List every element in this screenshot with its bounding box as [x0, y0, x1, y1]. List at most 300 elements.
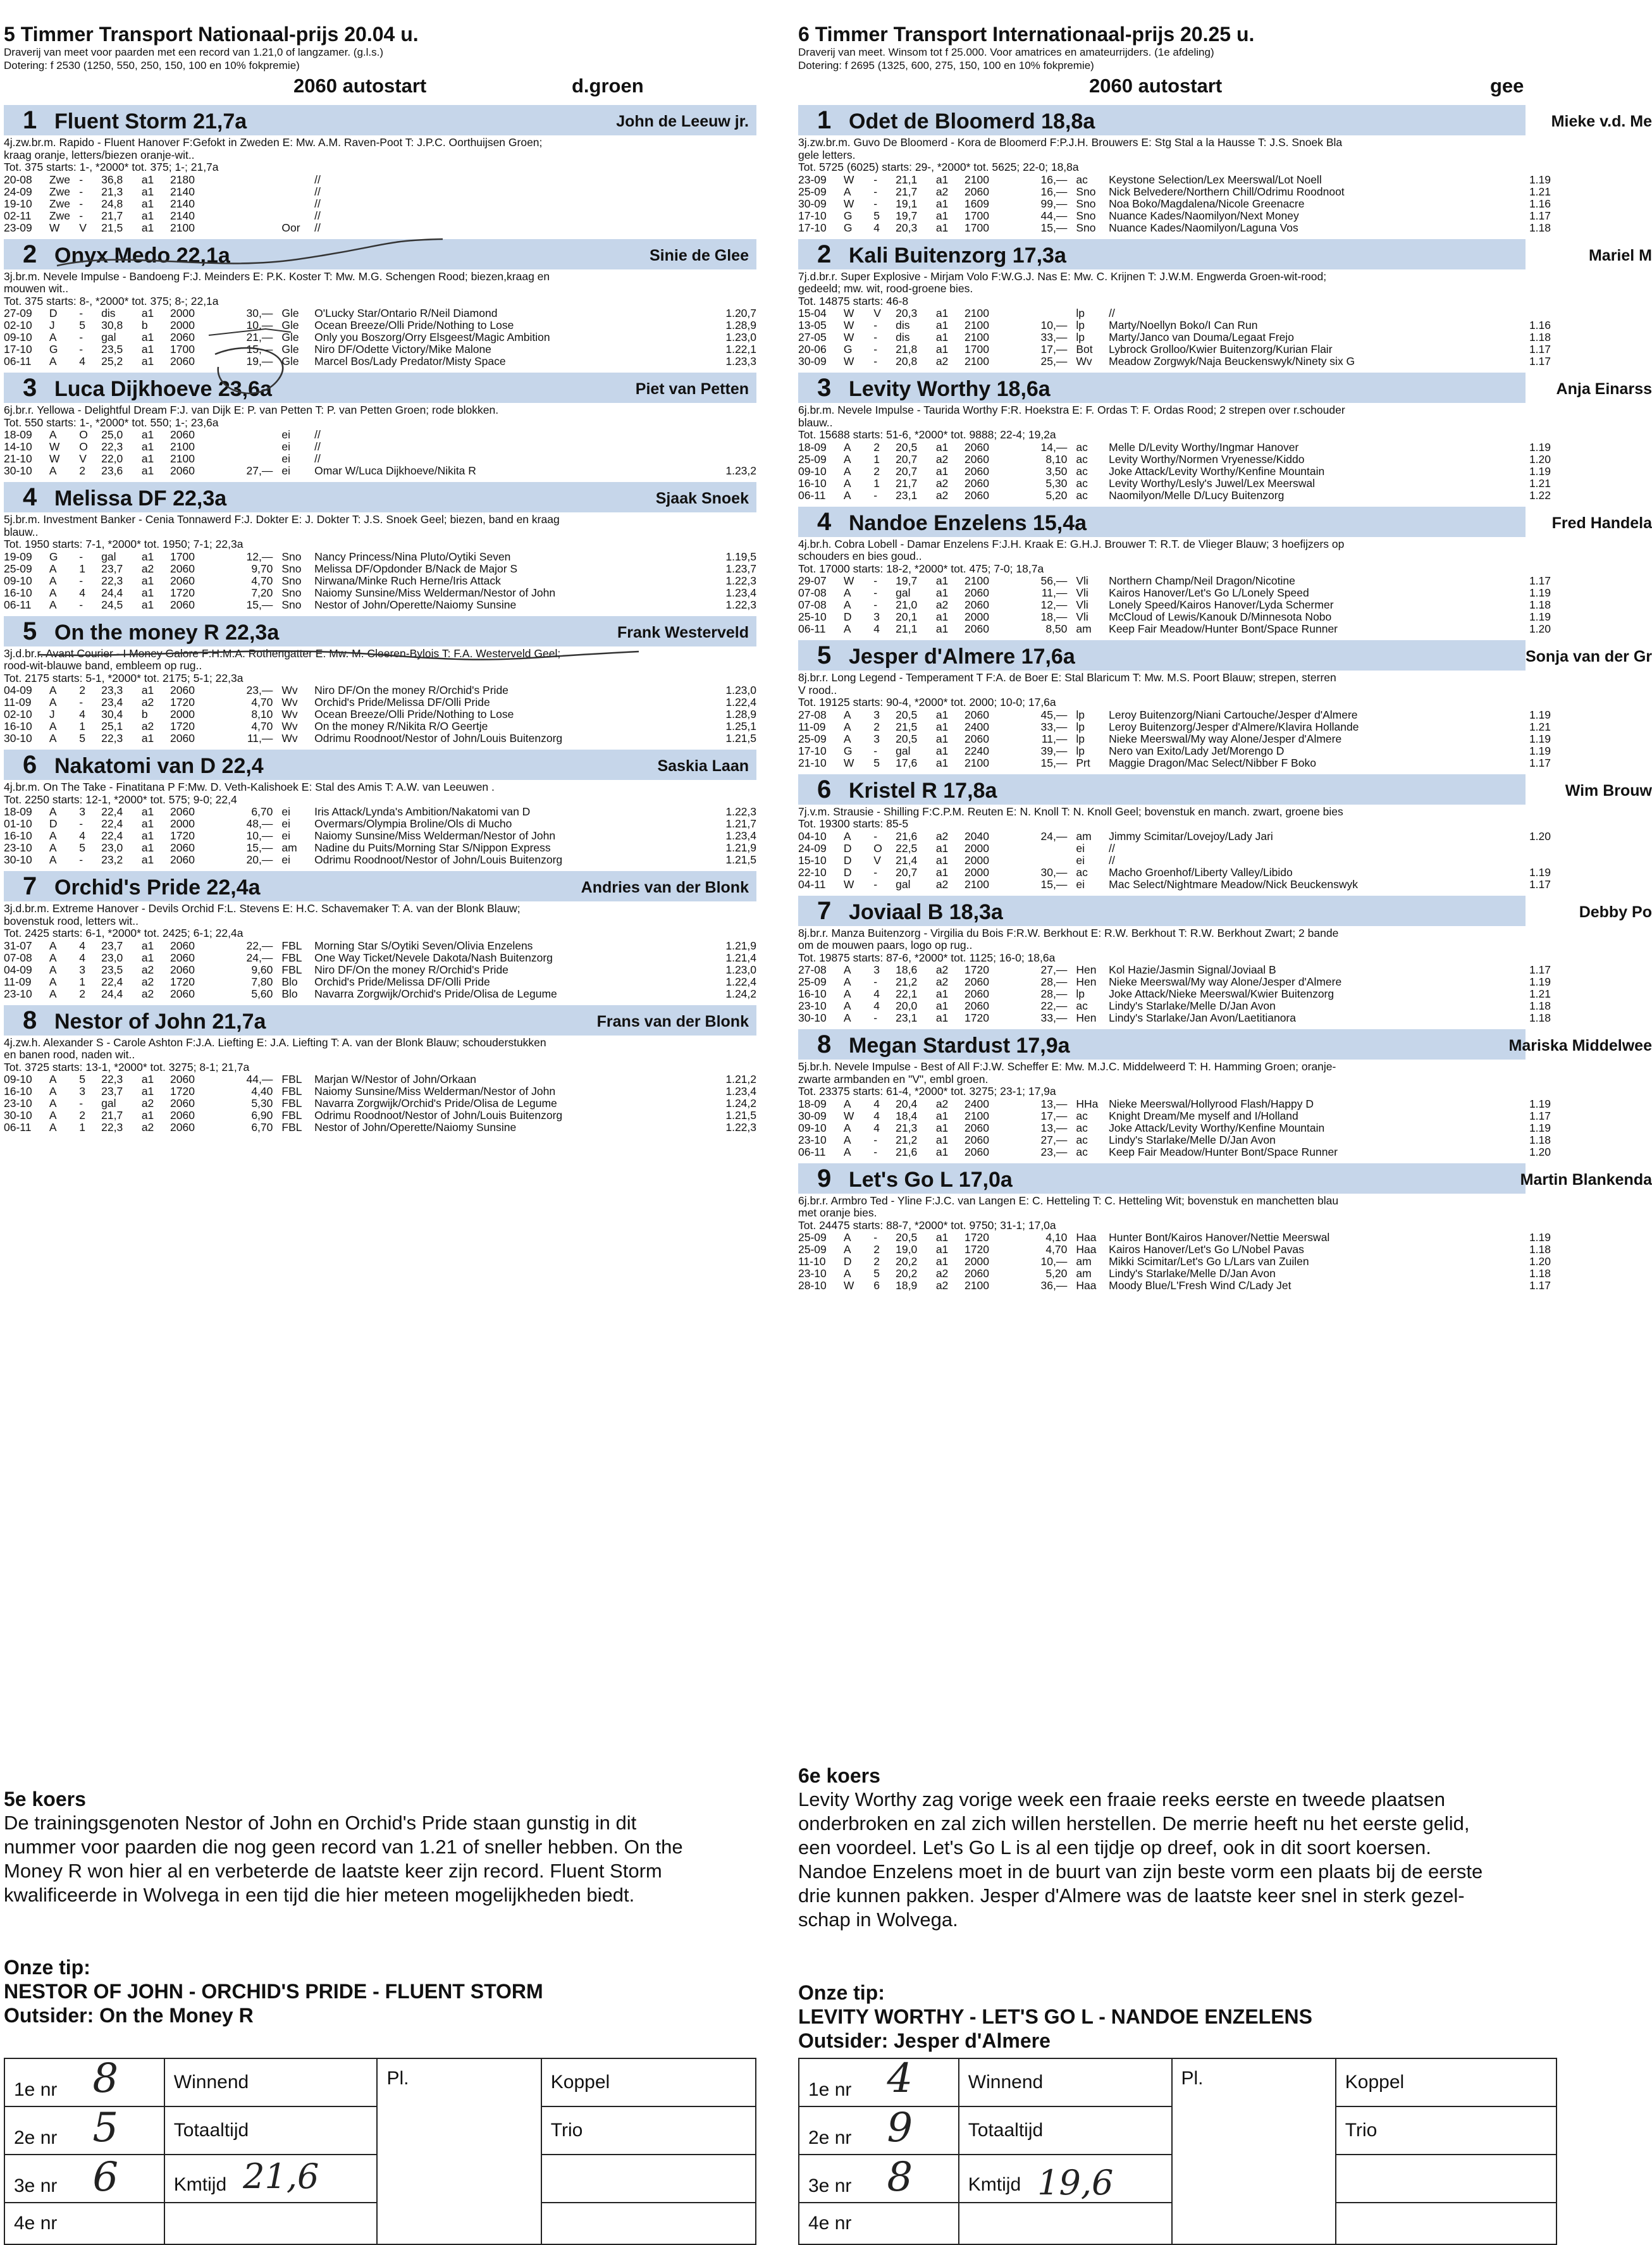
- race-history-cell: a1: [141, 817, 154, 830]
- race-history-cell: 5: [873, 209, 880, 222]
- horse-pedigree: met oranje bies.: [798, 1206, 877, 1219]
- race-history-cell: 1.18: [1529, 999, 1551, 1012]
- race-history-cell: a1: [935, 1231, 949, 1244]
- race-history-table: [798, 442, 1551, 502]
- race-history-cell: 44,—: [1040, 209, 1068, 222]
- race-history-cell: 2000: [170, 319, 195, 331]
- horse-pedigree: schouders en bies goud..: [798, 550, 922, 562]
- slip-cell-kmtijd[interactable]: Kmtijd 21,6: [164, 2155, 378, 2203]
- race-history-cell: dis: [896, 319, 910, 331]
- race-history-cell: Odrimu Roodnoot/Nestor of John/Louis Buitenzorg: [314, 1109, 563, 1122]
- race-history-cell: 33,—: [1040, 720, 1068, 733]
- race-history-cell: A: [49, 732, 57, 745]
- race-history-cell: a2: [935, 476, 949, 490]
- race-history-cell: 23,5: [101, 343, 123, 356]
- race-history-cell: 1.17: [1529, 209, 1551, 222]
- race-history-cell: Nieke Meerswal/Hollyrood Flash/Happy D: [1109, 1097, 1314, 1110]
- race-history-cell: 23-10: [4, 987, 32, 1000]
- race-history-cell: 21,6: [896, 1145, 918, 1158]
- race-history-cell: 2060: [965, 1133, 989, 1146]
- horse-name: Kali Buitenzorg 17,3a: [849, 243, 1066, 268]
- race-history-cell: A: [49, 586, 57, 599]
- race-history-cell: -: [873, 598, 878, 611]
- race-history-cell: W: [843, 1109, 854, 1122]
- race-history-cell: 21,7: [896, 185, 918, 198]
- race-history-cell: -: [873, 975, 878, 988]
- race-history-cell: 21,8: [896, 343, 918, 356]
- driver-name: Sinie de Glee: [649, 246, 749, 264]
- horse-pedigree: zwarte armbanden en "V", embl groen.: [798, 1072, 989, 1085]
- race-history-cell: J: [49, 708, 55, 721]
- race-history-cell: 06-11: [798, 1145, 826, 1158]
- race-history-cell: A: [843, 720, 851, 733]
- race-history-cell: A: [843, 185, 851, 198]
- horse-number: 9: [817, 1164, 832, 1192]
- race-history-cell: 25-09: [798, 1231, 827, 1244]
- slip-cell-empty[interactable]: [1336, 2203, 1556, 2244]
- race-history-cell: gal: [896, 744, 911, 757]
- commentary-line: Nandoe Enzelens moet in de buurt van zijn beste vorm een plaats bij de eerste: [798, 1860, 1483, 1883]
- horse-name: Onyx Medo 22,1a: [54, 243, 230, 268]
- race-history-cell: 20,—: [246, 853, 273, 866]
- horse-entry[interactable]: [4, 373, 756, 477]
- race-history-cell: 2000: [965, 865, 989, 879]
- race-history-cell: Oor: [281, 221, 300, 234]
- race-history-cell: a2: [141, 963, 154, 976]
- driver-name: Frank Westerveld: [617, 623, 749, 641]
- race-history-cell: Moody Blue/L'Fresh Wind C/Lady Jet: [1109, 1279, 1291, 1292]
- race-history-cell: 06-11: [4, 355, 32, 368]
- race-history-cell: 18-09: [4, 805, 32, 818]
- race-history-row: [798, 210, 1551, 222]
- commentary-heading: 5e koers: [4, 1788, 86, 1810]
- race-history-cell: 10,—: [246, 829, 273, 842]
- race-history-cell: ac: [1076, 865, 1088, 879]
- slip-cell-empty[interactable]: [541, 2155, 756, 2203]
- race-history-cell: 1: [873, 476, 880, 490]
- race-history-cell: A: [843, 1097, 851, 1110]
- race-history-cell: a2: [935, 1267, 949, 1280]
- slip-cell-empty[interactable]: [1336, 2155, 1556, 2203]
- race-history-cell: 15-10: [798, 853, 827, 867]
- race-history-table: [798, 964, 1551, 1024]
- slip-cell-placed[interactable]: Pl.: [377, 2058, 541, 2244]
- race-history-cell: 1.17: [1529, 574, 1551, 587]
- race-history-cell: A: [49, 841, 57, 854]
- horse-stats: Tot. 19300 starts: 85-5: [798, 817, 909, 830]
- horse-entry[interactable]: [798, 774, 1652, 891]
- race-history-cell: 16-10: [798, 987, 827, 1000]
- race-history-cell: 1.17: [1529, 1109, 1551, 1122]
- race-history-cell: Hunter Bont/Kairos Hanover/Nettie Meerswal: [1109, 1231, 1330, 1244]
- race-history-cell: Sno: [1076, 185, 1096, 198]
- race-history-cell: Marty/Noellyn Boko/I Can Run: [1109, 319, 1258, 331]
- horse-entry[interactable]: [4, 616, 756, 745]
- race-history-cell: 8,10: [1045, 452, 1068, 466]
- horse-entry[interactable]: [798, 105, 1652, 234]
- race-history-cell: a1: [141, 574, 154, 587]
- race-history-cell: 20-06: [798, 343, 827, 356]
- race-history-cell: 23,1: [896, 488, 918, 502]
- race-history-cell: Naomilyon/Melle D/Lucy Buitenzorg: [1109, 488, 1285, 502]
- race-history-cell: 1.28,9: [725, 708, 756, 721]
- race-history-cell: FBL: [281, 1085, 302, 1098]
- race-history-cell: A: [49, 951, 57, 964]
- race-history-cell: a2: [935, 185, 949, 198]
- race-history-cell: lp: [1076, 708, 1085, 721]
- race-history-cell: 2100: [170, 440, 195, 453]
- race-history-cell: Zwe: [49, 209, 70, 222]
- race-history-cell: 1.23,4: [725, 1085, 756, 1098]
- race-history-cell: 25-09: [4, 562, 32, 575]
- race-history-cell: W: [843, 877, 854, 891]
- race-history-cell: 07-08: [4, 951, 32, 964]
- horse-entry[interactable]: [4, 750, 756, 866]
- slip-cell-winnend[interactable]: Winnend: [164, 2058, 378, 2106]
- horse-entry[interactable]: [798, 239, 1652, 368]
- race-history-cell: W: [49, 221, 60, 234]
- race-history-cell: 1.21,9: [725, 939, 756, 952]
- race-history-cell: Niro DF/On the money R/Orchid's Pride: [314, 963, 509, 976]
- horse-entry[interactable]: [4, 105, 756, 234]
- race-history-cell: 2400: [965, 1097, 989, 1110]
- race-history-cell: Macho Groenhof/Liberty Valley/Libido: [1109, 865, 1293, 879]
- race-history-cell: 5: [79, 319, 85, 331]
- horse-number: 1: [817, 106, 832, 134]
- race-history-cell: 1.23,7: [725, 562, 756, 575]
- race-history-cell: 1.23,4: [725, 829, 756, 842]
- race-history-cell: [626, 222, 756, 234]
- race-history-cell: [273, 174, 314, 186]
- race-history-cell: Lindy's Starlake/Melle D/Jan Avon: [1109, 1133, 1276, 1146]
- race-history-cell: 21,6: [896, 829, 918, 843]
- race-history-cell: 2060: [965, 1145, 989, 1158]
- race-history-cell: Maggie Dragon/Mac Select/Nibber F Boko: [1109, 756, 1316, 769]
- horse-header: [798, 373, 1652, 403]
- race-history-cell: 2140: [170, 197, 195, 210]
- slip-cell-placed[interactable]: Pl.: [1172, 2058, 1336, 2244]
- race-conditions: Draverij van meet voor paarden met een record van 1.21,0 of langzamer. (g.l.s.): [4, 46, 384, 58]
- horse-pedigree: gele letters.: [798, 148, 856, 161]
- race-history-row: [4, 1085, 756, 1098]
- race-history-cell: 28-10: [798, 1279, 827, 1292]
- race-history-cell: 1.19: [1529, 1231, 1551, 1244]
- race-history-cell: Lindy's Starlake/Melle D/Jan Avon: [1109, 1267, 1276, 1280]
- race-history-cell: 45,—: [1040, 708, 1068, 721]
- horse-entry[interactable]: [798, 373, 1652, 502]
- slip-row-label: 1e nr 8: [4, 2058, 164, 2106]
- race-history-cell: 1.20: [1529, 622, 1551, 635]
- horse-number: 7: [817, 896, 832, 925]
- race-history-cell: Naiomy Sunsine/Miss Welderman/Nestor of John: [314, 829, 556, 842]
- race-history-cell: 1.19: [1529, 1121, 1551, 1134]
- commentary-line: drie kunnen pakken. Jesper d'Almere was de laatste keer snel in sterk gezel-: [798, 1884, 1465, 1907]
- race-history-cell: 1.17: [1529, 756, 1551, 769]
- race-history-cell: A: [843, 586, 851, 599]
- race-history-cell: 2060: [170, 355, 195, 368]
- slip-cell-koppel[interactable]: Koppel: [1336, 2058, 1556, 2106]
- race-history-cell: 10,—: [1040, 319, 1068, 331]
- race-history-cell: 4: [79, 939, 85, 952]
- race-history-cell: 21,5: [896, 720, 918, 733]
- race-history-row: [4, 441, 756, 453]
- race-history-cell: 1720: [965, 1243, 989, 1256]
- race-history-cell: 23,7: [101, 562, 123, 575]
- race-history-cell: lp: [1076, 732, 1085, 745]
- race-history-cell: Sno: [281, 550, 302, 563]
- horse-entry[interactable]: [798, 1029, 1652, 1158]
- race-history-cell: 11-09: [4, 975, 32, 988]
- race-history-row: [798, 843, 1551, 855]
- race-history-cell: a1: [935, 999, 949, 1012]
- horse-pedigree: 6j.br.r. Yellowa - Delightful Dream F:J. van Dijk E: P. van Petten T: P. van Petten Groen; rode blokken.: [4, 404, 499, 416]
- race-history-cell: 18-09: [798, 440, 827, 454]
- horse-pedigree: 6j.br.r. Armbro Ted - Yline F:J.C. van Langen E: C. Hetteling T: C. Hetteling Wit; bovenstuk en manchetten blau: [798, 1194, 1339, 1207]
- race-history-row: [798, 1280, 1551, 1292]
- race-history-cell: McCloud of Lewis/Kanouk D/Minnesota Nobo: [1109, 610, 1332, 623]
- race-history-cell: 22,3: [101, 1121, 123, 1134]
- race-history-cell: 8,50: [1045, 622, 1068, 635]
- race-history-cell: Leroy Buitenzorg/Jesper d'Almere/Klavira Hollande: [1109, 720, 1359, 733]
- race-history-table: [798, 831, 1551, 891]
- race-history-cell: 09-10: [798, 464, 827, 478]
- race-history-cell: A: [843, 987, 851, 1000]
- race-history-cell: a2: [141, 562, 154, 575]
- race-history-cell: 2060: [965, 185, 989, 198]
- race-history-cell: 2060: [170, 732, 195, 745]
- race-history-cell: 25,2: [101, 355, 123, 368]
- race-history-cell: 21,—: [246, 331, 273, 343]
- race-history-cell: a1: [935, 307, 949, 319]
- race-history-cell: ac: [1076, 452, 1088, 466]
- race-history-cell: Nestor of John/Operette/Naiomy Sunsine: [314, 1121, 517, 1134]
- race-history-cell: 20,7: [896, 865, 918, 879]
- race-history-cell: a1: [141, 440, 154, 453]
- race-history-cell: 2240: [965, 744, 989, 757]
- race-history-cell: 21,7: [101, 209, 123, 222]
- race-history-cell: Lindy's Starlake/Jan Avon/Laetitianora: [1109, 1011, 1296, 1024]
- race-history-cell: 22,5: [896, 841, 918, 855]
- race-history-cell: 4: [873, 999, 880, 1012]
- handwritten-number: 9: [887, 2105, 913, 2151]
- race-history-cell: Wv: [281, 720, 298, 733]
- race-history-cell: 1.22,4: [725, 696, 756, 708]
- race-history-cell: a1: [141, 550, 154, 563]
- race-history-cell: 15,—: [1040, 756, 1068, 769]
- race-history-cell: 2000: [965, 841, 989, 855]
- horse-entry[interactable]: [798, 1163, 1652, 1292]
- race-history-cell: Sno: [1076, 197, 1096, 210]
- driver-name: Saskia Laan: [657, 757, 749, 775]
- race-history-cell: 1: [79, 1121, 85, 1134]
- race-history-row: [4, 842, 756, 854]
- race-history-cell: 4: [79, 708, 85, 721]
- horse-header: [798, 507, 1652, 537]
- race-history-cell: 2000: [965, 853, 989, 867]
- handwritten-number: 8: [92, 2055, 119, 2102]
- race-history-cell: 1.19,5: [725, 550, 756, 563]
- race-history-cell: a1: [935, 720, 949, 733]
- race-history-cell: 2060: [170, 841, 195, 854]
- horse-pedigree: blauw..: [4, 525, 39, 538]
- race-history-cell: 1.16: [1529, 319, 1551, 331]
- race-history-cell: Marty/Janco van Douma/Legaat Frejo: [1109, 331, 1294, 343]
- race-history-cell: 20,1: [896, 610, 918, 623]
- race-history-cell: 2060: [965, 987, 989, 1000]
- race-history-cell: 30-10: [4, 1109, 32, 1122]
- race-history-cell: 04-09: [4, 684, 32, 696]
- race-history-cell: Orchid's Pride/Melissa DF/Olli Pride: [314, 975, 490, 988]
- race-history-cell: 36,8: [101, 173, 123, 186]
- race-history-table: [4, 1073, 756, 1134]
- race-history-cell: 25-09: [798, 732, 827, 745]
- horse-pedigree: 4j.br.m. On The Take - Finatitana P F:Mw. D. Veth-Kalishoek E: Stal des Amis T: A.W. van Leeuwen .: [4, 781, 495, 793]
- horse-entry[interactable]: [798, 640, 1652, 769]
- race-history-cell: 1.19: [1529, 744, 1551, 757]
- race-title: 6 Timmer Transport Internationaal-prijs 20.25 u.: [798, 23, 1255, 46]
- race-history-cell: a1: [935, 331, 949, 343]
- race-history-cell: 30-10: [4, 853, 32, 866]
- race-history-cell: 23,7: [101, 939, 123, 952]
- race-history-cell: ei: [281, 464, 290, 477]
- slip-cell-koppel[interactable]: Koppel: [541, 2058, 756, 2106]
- race-history-cell: Zwe: [49, 173, 70, 186]
- race-history-cell: 5,20: [1045, 488, 1068, 502]
- horse-entry[interactable]: [798, 896, 1652, 1025]
- race-history-cell: [626, 210, 756, 222]
- race-history-cell: G: [843, 209, 853, 222]
- start-type: 2060 autostart: [293, 75, 427, 97]
- slip-cell-empty[interactable]: [541, 2203, 756, 2244]
- race-history-cell: D: [49, 817, 58, 830]
- race-history-cell: -: [873, 1133, 878, 1146]
- slip-cell-totaaltijd[interactable]: Totaaltijd: [959, 2106, 1172, 2155]
- horse-entry[interactable]: [4, 1005, 756, 1134]
- race-history-row: [798, 1146, 1551, 1158]
- race-history-cell: [626, 441, 756, 453]
- race-history-cell: 5,20: [1045, 1267, 1068, 1280]
- race-history-cell: A: [49, 829, 57, 842]
- race-history-cell: 3: [79, 805, 85, 818]
- race-history-cell: //: [314, 197, 321, 210]
- race-history-cell: 20,2: [896, 1255, 918, 1268]
- race-history-cell: 1.19: [1529, 610, 1551, 623]
- race-history-cell: [1016, 843, 1067, 855]
- race-history-cell: 39,—: [1040, 744, 1068, 757]
- race-history-cell: 2180: [170, 173, 195, 186]
- race-history-cell: gal: [896, 877, 911, 891]
- race-history-cell: ei: [281, 829, 290, 842]
- race-history-cell: 1.23,4: [725, 586, 756, 599]
- race-history-cell: ac: [1076, 464, 1088, 478]
- race-history-cell: a1: [141, 684, 154, 696]
- race-history-cell: 1720: [170, 586, 195, 599]
- slip-row-label: 4e nr: [799, 2203, 959, 2244]
- horse-entry[interactable]: [4, 871, 756, 1000]
- race-history-row: [798, 575, 1551, 587]
- race-history-cell: -: [873, 829, 878, 843]
- race-history-row: [798, 831, 1551, 843]
- race-history-row: [4, 806, 756, 818]
- race-history-cell: Nancy Princess/Nina Pluto/Oytiki Seven: [314, 550, 511, 563]
- race-history-cell: G: [49, 343, 58, 356]
- race-history-cell: 20,7: [896, 452, 918, 466]
- race-history-cell: 3: [873, 963, 880, 976]
- race-history-cell: W: [843, 355, 854, 368]
- race-history-cell: 4,70: [251, 696, 273, 708]
- handwritten-number: 4: [887, 2055, 913, 2102]
- start-type: 2060 autostart: [1089, 75, 1223, 97]
- race-history-row: [798, 988, 1551, 1000]
- race-history-cell: A: [843, 488, 851, 502]
- race-history-cell: 1720: [965, 1231, 989, 1244]
- slip-cell-totaaltijd[interactable]: Totaaltijd: [164, 2106, 378, 2155]
- race-history-cell: [222, 198, 273, 210]
- horse-entry[interactable]: [798, 507, 1652, 636]
- race-history-cell: dis: [101, 307, 116, 319]
- race-history-cell: A: [49, 853, 57, 866]
- race-history-cell: Wv: [281, 684, 298, 696]
- race-history-cell: 2060: [170, 987, 195, 1000]
- start-info: [4, 72, 756, 97]
- race-history-cell: 19,0: [896, 1243, 918, 1256]
- race-history-cell: 16,—: [1040, 185, 1068, 198]
- race-history-cell: 20,0: [896, 999, 918, 1012]
- race-history-cell: 30,—: [246, 307, 273, 319]
- race-history-cell: a1: [141, 173, 154, 186]
- race-history-table: [798, 575, 1551, 635]
- race-history-cell: 21,2: [896, 975, 918, 988]
- race-history-cell: 1.24,2: [725, 1097, 756, 1110]
- race-history-cell: O: [79, 428, 88, 441]
- race-history-cell: a1: [141, 221, 154, 234]
- race-history-cell: a1: [141, 452, 154, 465]
- horse-entry[interactable]: [4, 239, 756, 368]
- slip-cell-kmtijd[interactable]: Kmtijd 19,6: [959, 2155, 1172, 2203]
- horse-entry[interactable]: [4, 482, 756, 611]
- race-history-cell: Vli: [1076, 574, 1088, 587]
- race-history-cell: A: [843, 1145, 851, 1158]
- race-history-cell: ac: [1076, 488, 1088, 502]
- race-history-row: [4, 1073, 756, 1085]
- slip-cell-empty[interactable]: [959, 2203, 1172, 2244]
- race-history-cell: 2060: [965, 732, 989, 745]
- slip-cell-winnend[interactable]: Winnend: [959, 2058, 1172, 2106]
- race-history-row: [4, 307, 756, 319]
- race-history-cell: a1: [935, 708, 949, 721]
- slip-cell-empty[interactable]: [164, 2203, 378, 2244]
- race-history-table: [4, 806, 756, 866]
- race-history-row: [4, 186, 756, 198]
- race-history-cell: 1.21: [1529, 476, 1551, 490]
- race-history-cell: 5: [79, 1073, 85, 1085]
- race-history-cell: 18-09: [798, 1097, 827, 1110]
- horse-header: [798, 640, 1652, 671]
- race-history-cell: //: [314, 428, 321, 441]
- race-history-cell: 4,40: [251, 1085, 273, 1098]
- slip-row-label: 1e nr 4: [799, 2058, 959, 2106]
- race-history-cell: a1: [141, 598, 154, 611]
- race-history-cell: a2: [141, 987, 154, 1000]
- race-history-row: [4, 1110, 756, 1122]
- race-history-cell: 2140: [170, 209, 195, 222]
- commentary-race-6: [798, 1764, 1526, 2053]
- slip-cell-trio[interactable]: Trio: [1336, 2106, 1556, 2155]
- race-history-cell: 44,—: [246, 1073, 273, 1085]
- race-history-row: [798, 623, 1551, 635]
- slip-cell-trio[interactable]: Trio: [541, 2106, 756, 2155]
- race-history-cell: 25,—: [1040, 355, 1068, 368]
